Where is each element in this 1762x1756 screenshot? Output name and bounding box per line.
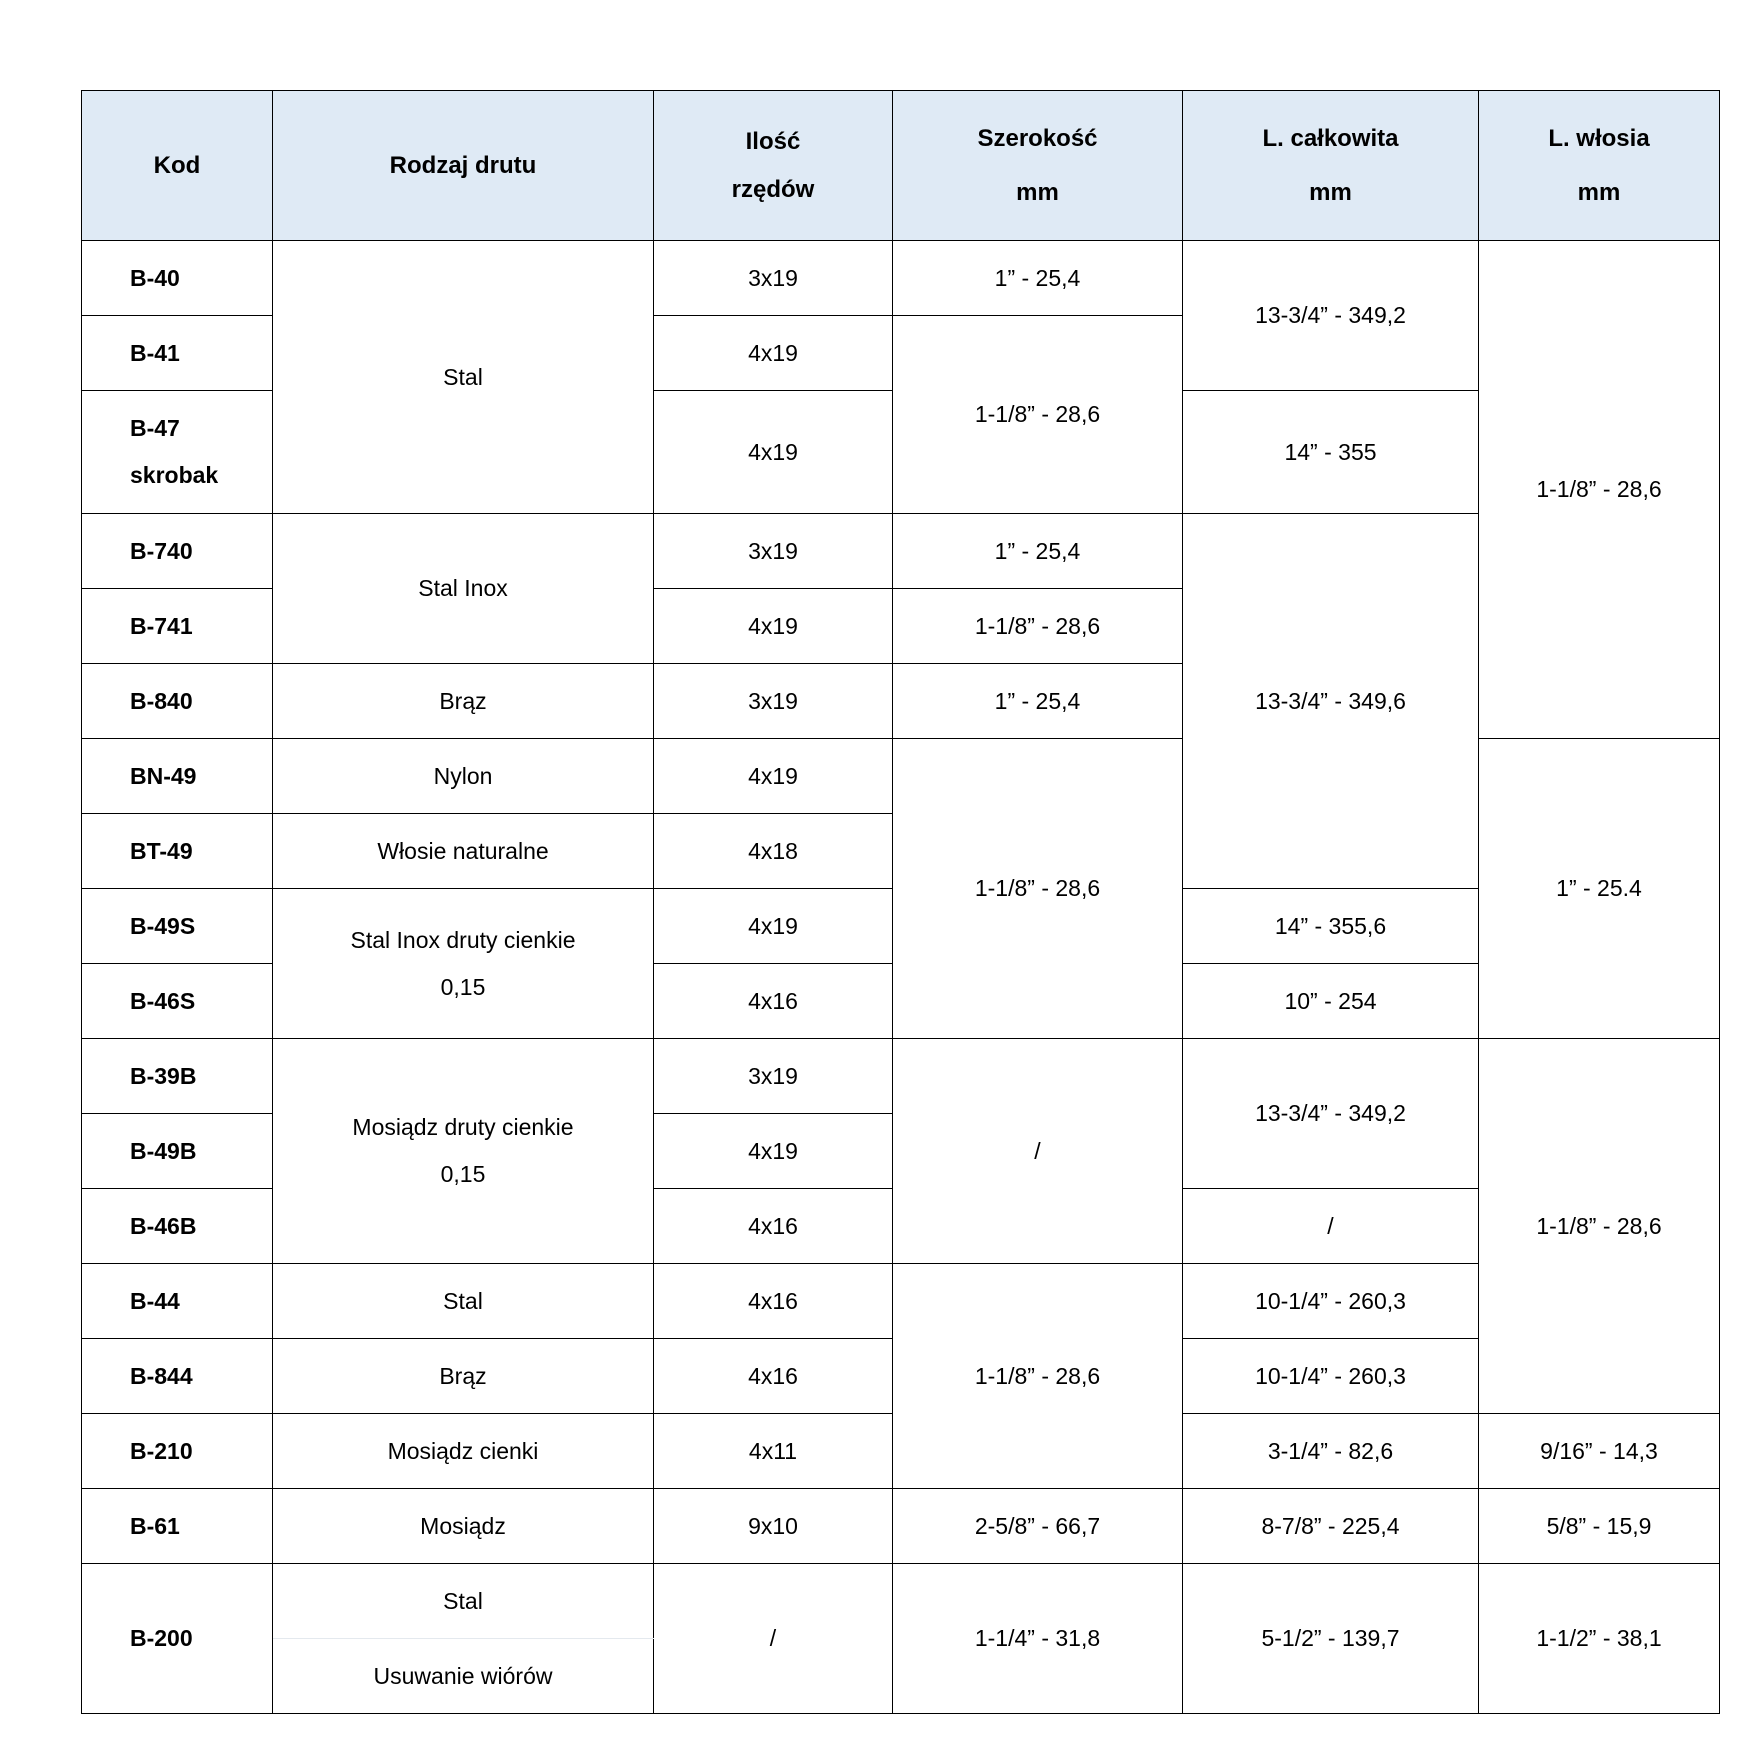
header-ilosc-line2: rzędów [731,175,815,203]
width-cell: 1-1/8” - 28,6 [893,316,1183,514]
wire-type-line2: 0,15 [440,973,486,1000]
bristle-length-cell: 1-1/2” - 38,1 [1479,1564,1720,1714]
wire-type-cell: Stal [273,241,654,514]
total-length-cell: 10” - 254 [1183,964,1479,1039]
table-row [82,514,1720,589]
code-cell: B-46S [82,964,273,1039]
rows-count-cell: 3x19 [654,514,893,589]
header-l-calkowita [1183,91,1479,241]
wire-type-line1: Mosiądz druty cienkie [352,1114,574,1141]
wire-type-cell: Stal [273,1264,654,1339]
wire-type-cell: Stal Inox [273,514,654,664]
rows-count-cell: 4x16 [654,1189,893,1264]
wire-type-cell [273,889,654,1039]
bristle-length-cell: 1” - 25.4 [1479,739,1720,1039]
total-length-cell: 13-3/4” - 349,6 [1183,514,1479,889]
bristle-length-cell: 9/16” - 14,3 [1479,1414,1720,1489]
rows-count-cell: 4x19 [654,889,893,964]
code-cell: B-200 [82,1564,273,1714]
code-cell: B-49S [82,889,273,964]
total-length-cell: 10-1/4” - 260,3 [1183,1264,1479,1339]
bristle-length-cell: 1-1/8” - 28,6 [1479,241,1720,739]
wire-type-cell: Brąz [273,664,654,739]
header-ilosc-line1: Ilość [745,127,801,155]
total-length-cell: 10-1/4” - 260,3 [1183,1339,1479,1414]
width-cell: 1-1/8” - 28,6 [893,589,1183,664]
header-l-calkowita-unit: mm [1309,178,1352,206]
code-cell: B-844 [82,1339,273,1414]
code-cell: B-40 [82,241,273,316]
total-length-cell: 13-3/4” - 349,2 [1183,1039,1479,1189]
header-szerokosc-unit: mm [1016,178,1059,206]
code-cell [82,391,273,514]
rows-count-cell: 4x19 [654,316,893,391]
code-cell: B-46B [82,1189,273,1264]
code-cell: B-840 [82,664,273,739]
code-line2: skrobak [130,462,219,488]
width-cell: 1-1/8” - 28,6 [893,1264,1183,1489]
total-length-cell: 3-1/4” - 82,6 [1183,1414,1479,1489]
rows-count-cell: / [654,1564,893,1714]
code-cell: B-44 [82,1264,273,1339]
header-rodzaj-drutu: Rodzaj drutu [273,91,654,241]
table-row [82,241,1720,316]
width-cell: 1” - 25,4 [893,664,1183,739]
wire-type-cell: Nylon [273,739,654,814]
width-cell: 1” - 25,4 [893,241,1183,316]
width-cell: / [893,1039,1183,1264]
wire-type-cell: Mosiądz [273,1489,654,1564]
wire-type-cell: Mosiądz cienki [273,1414,654,1489]
wire-type-cell: Brąz [273,1339,654,1414]
header-l-wlosia-line1: L. włosia [1548,124,1650,152]
total-length-cell: 13-3/4” - 349,2 [1183,241,1479,391]
rows-count-cell: 3x19 [654,664,893,739]
code-cell: BT-49 [82,814,273,889]
code-cell: B-61 [82,1489,273,1564]
rows-count-cell: 4x16 [654,1339,893,1414]
table-row [82,1564,1720,1639]
bristle-length-cell: 5/8” - 15,9 [1479,1489,1720,1564]
total-length-cell: 14” - 355 [1183,391,1479,514]
header-ilosc-rzedow [654,91,893,241]
rows-count-cell: 4x16 [654,1264,893,1339]
table-row [82,1039,1720,1114]
width-cell: 2-5/8” - 66,7 [893,1489,1183,1564]
wire-type-line2: 0,15 [440,1161,486,1187]
rows-count-cell: 9x10 [654,1489,893,1564]
bristle-length-cell: 1-1/8” - 28,6 [1479,1039,1720,1414]
rows-count-cell: 3x19 [654,241,893,316]
header-l-wlosia-unit: mm [1577,178,1621,206]
code-cell: B-210 [82,1414,273,1489]
code-cell: B-41 [82,316,273,391]
total-length-cell: 8-7/8” - 225,4 [1183,1489,1479,1564]
total-length-cell: / [1183,1189,1479,1264]
rows-count-cell: 4x19 [654,1114,893,1189]
width-cell: 1-1/8” - 28,6 [893,739,1183,1039]
header-l-calkowita-line1: L. całkowita [1262,124,1399,152]
total-length-cell: 5-1/2” - 139,7 [1183,1564,1479,1714]
header-kod: Kod [82,91,273,241]
product-table [81,90,1720,1714]
code-cell: B-740 [82,514,273,589]
header-szerokosc-line1: Szerokość [977,124,1098,152]
width-cell: 1” - 25,4 [893,514,1183,589]
rows-count-cell: 4x19 [654,391,893,514]
wire-type-cell [273,1039,654,1264]
code-line1: B-47 [130,415,180,442]
wire-type-cell: Włosie naturalne [273,814,654,889]
total-length-cell: 14” - 355,6 [1183,889,1479,964]
rows-count-cell: 3x19 [654,1039,893,1114]
table-header-row [82,91,1720,241]
table-row [82,1489,1720,1564]
rows-count-cell: 4x16 [654,964,893,1039]
code-cell: B-741 [82,589,273,664]
table-row [82,1264,1720,1339]
rows-count-cell: 4x19 [654,739,893,814]
code-cell: B-39B [82,1039,273,1114]
rows-count-cell: 4x18 [654,814,893,889]
rows-count-cell: 4x19 [654,589,893,664]
header-l-wlosia [1479,91,1720,241]
code-cell: BN-49 [82,739,273,814]
rows-count-cell: 4x11 [654,1414,893,1489]
code-cell: B-49B [82,1114,273,1189]
wire-type-cell: Stal [273,1564,654,1639]
wire-type-line1: Stal Inox druty cienkie [350,926,576,953]
wire-type-cell: Usuwanie wiórów [273,1639,654,1714]
header-szerokosc [893,91,1183,241]
width-cell: 1-1/4” - 31,8 [893,1564,1183,1714]
